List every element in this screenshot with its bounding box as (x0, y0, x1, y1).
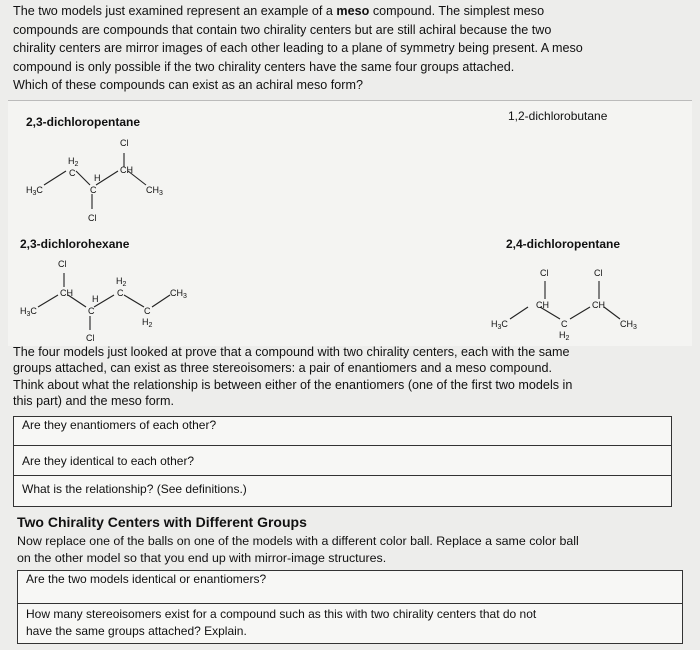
atom-label: $H_2$ (559, 330, 570, 342)
para2-line-1: The four models just looked at prove that a compound with two chirality centers, each with the same (13, 345, 570, 359)
question-row[interactable] (18, 603, 682, 643)
atom-label: $H_2$ (142, 317, 153, 329)
question-row[interactable]: Are the two models identical or enantiomers? (26, 572, 267, 586)
para2-line-2: groups attached, can exist as three stereoisomers: a pair of enantiomers and a meso compound. (13, 361, 553, 376)
atom-label: $CH_3$ (170, 288, 187, 300)
atom-label: Cl (120, 138, 129, 148)
intro-line-1b: compound. The simplest meso (369, 4, 545, 18)
intro-line-2: compounds are compounds that contain two chirality centers but are still achiral because the two (13, 22, 552, 37)
atom-label: $H_3C$ (491, 319, 508, 331)
question-row[interactable]: What is the relationship? (See definitions.) (14, 475, 671, 506)
atom-label: CH (536, 300, 549, 310)
intro-line-1a: The two models just examined represent an example of a (13, 4, 337, 18)
atom-label: C (117, 288, 124, 298)
atom-label: Cl (58, 259, 67, 269)
para2-line-3: Think about what the relationship is between either of the enantiomers (one of the first two models in (13, 377, 573, 392)
section2-line-1: Now replace one of the balls on one of the models with a different color ball. Replace a same color ball (17, 534, 579, 548)
atom-label: $H_2$ (68, 156, 79, 168)
atom-label: $CH_3$ (146, 185, 163, 197)
atom-label: H (92, 294, 99, 304)
molecule-name-2-4-dichloropentane: 2,4-dichloropentane (506, 237, 621, 251)
section-title: Two Chirality Centers with Different Groups (17, 514, 307, 530)
atom-label: $CH_3$ (620, 319, 637, 331)
molecule-name-2-3-dichloropentane: 2,3-dichloropentane (26, 115, 141, 129)
atom-label: Cl (88, 213, 97, 223)
question-line: have the same groups attached? Explain. (26, 624, 247, 638)
atom-label: C (88, 306, 95, 316)
molecule-name-1-2-dichlorobutane: 1,2-dichlorobutane (508, 109, 608, 123)
atom-label: CH (120, 165, 133, 175)
atom-label: H (94, 173, 101, 183)
atom-label: CH (60, 288, 73, 298)
section2-line-2: on the other model so that you end up with mirror-image structures. (17, 551, 387, 566)
atom-label: Cl (540, 268, 549, 278)
atom-label: Cl (86, 333, 95, 343)
intro-line-3: chirality centers are mirror images of each other leading to a plane of symmetry being present. A meso (13, 41, 583, 56)
molecule-name-2-3-dichlorohexane: 2,3-dichlorohexane (20, 237, 130, 251)
intro-question: Which of these compounds can exist as an achiral meso form? (13, 78, 363, 93)
atom-label: $H_2$ (116, 276, 127, 288)
question-line: How many stereoisomers exist for a compound such as this with two chirality centers that do not (26, 607, 537, 621)
molecule-panel (8, 100, 692, 346)
meso-term: meso (336, 4, 370, 18)
atom-label: C (561, 319, 568, 329)
atom-label: C (144, 306, 151, 316)
atom-label: $H_3C$ (20, 306, 37, 318)
intro-paragraph (13, 2, 685, 95)
stereoisomer-question-table (17, 570, 683, 644)
intro-line-4: compound is only possible if the two chirality centers have the same four groups attached. (13, 59, 515, 74)
atom-label: C (90, 185, 97, 195)
atom-label: $H_3C$ (26, 185, 43, 197)
atom-label: CH (592, 300, 605, 310)
enantiomer-question-table (13, 416, 672, 507)
section2-instructions (17, 533, 677, 568)
stereoisomer-paragraph (13, 344, 685, 410)
atom-label: C (69, 168, 76, 178)
atom-label: Cl (594, 268, 603, 278)
question-row[interactable]: Are they identical to each other? (14, 445, 671, 475)
para2-line-4: this part) and the meso form. (13, 394, 174, 409)
question-row[interactable]: Are they enantiomers of each other? (22, 418, 217, 432)
structure-drawings (8, 101, 692, 346)
